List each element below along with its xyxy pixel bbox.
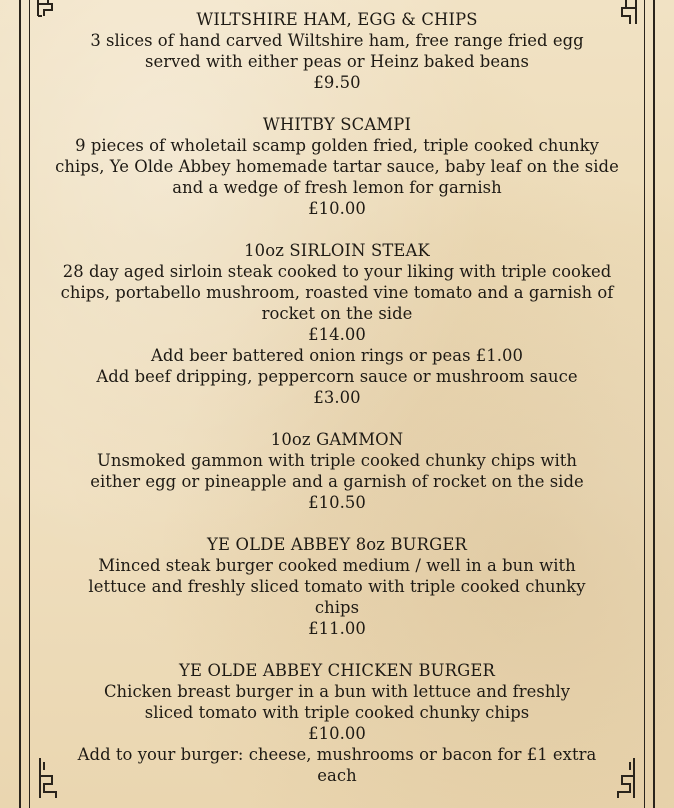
menu-item-price: £10.00 bbox=[308, 199, 366, 218]
left-border-inner bbox=[29, 0, 30, 808]
menu-item-price: £10.00 bbox=[308, 724, 366, 743]
menu-item bbox=[50, 114, 624, 219]
menu-item-price: £9.50 bbox=[313, 73, 361, 92]
menu-item-description: Unsmoked gammon with triple cooked chunky chips with either egg or pineapple and a garnish of rocket on the side bbox=[90, 451, 584, 491]
menu-item bbox=[50, 9, 624, 93]
menu-item-extra: £3.00 bbox=[313, 388, 361, 407]
menu-item-description: Chicken breast burger in a bun with lettuce and freshly sliced tomato with triple cooked chunky chips bbox=[103, 682, 571, 722]
menu-item bbox=[50, 429, 624, 513]
menu-item bbox=[50, 534, 624, 639]
menu-item-extra: Add beef dripping, peppercorn sauce or mushroom sauce bbox=[96, 367, 578, 386]
menu-item-description: 3 slices of hand carved Wiltshire ham, free range fried egg served with either peas or Heinz baked beans bbox=[90, 31, 584, 71]
menu-item-extra: Add to your burger: cheese, mushrooms or bacon for £1 extra each bbox=[77, 745, 597, 785]
menu-item-title: 10oz SIRLOIN STEAK bbox=[244, 241, 430, 260]
menu-item-description: 28 day aged sirloin steak cooked to your liking with triple cooked chips, portabello mushroom, roasted vine tomato and a garnish of rocket on the side bbox=[60, 262, 614, 323]
menu-item-price: £10.50 bbox=[308, 493, 366, 512]
menu-item-title: WHITBY SCAMPI bbox=[262, 115, 412, 134]
menu-list bbox=[50, 9, 624, 786]
menu-item-price: £14.00 bbox=[308, 325, 366, 344]
menu-item bbox=[50, 240, 624, 408]
menu-item-description: Minced steak burger cooked medium / well in a bun with lettuce and freshly sliced tomato with triple cooked chunky chips bbox=[88, 556, 586, 617]
left-border-outer bbox=[19, 0, 21, 808]
right-border-inner bbox=[644, 0, 645, 808]
right-border-outer bbox=[653, 0, 655, 808]
menu-item-title: 10oz GAMMON bbox=[270, 430, 404, 449]
menu-item-title: WILTSHIRE HAM, EGG & CHIPS bbox=[196, 10, 478, 29]
menu-item-price: £11.00 bbox=[308, 619, 366, 638]
menu-item-extra: Add beer battered onion rings or peas £1.00 bbox=[151, 346, 523, 365]
menu-item-description: 9 pieces of wholetail scamp golden fried, triple cooked chunky chips, Ye Olde Abbey homemade tartar sauce, baby leaf on the side and a wedge of fresh lemon for garnish bbox=[55, 136, 619, 197]
menu-item-title: YE OLDE ABBEY CHICKEN BURGER bbox=[179, 661, 495, 680]
menu-item bbox=[50, 660, 624, 786]
menu-item-title: YE OLDE ABBEY 8oz BURGER bbox=[207, 535, 467, 554]
